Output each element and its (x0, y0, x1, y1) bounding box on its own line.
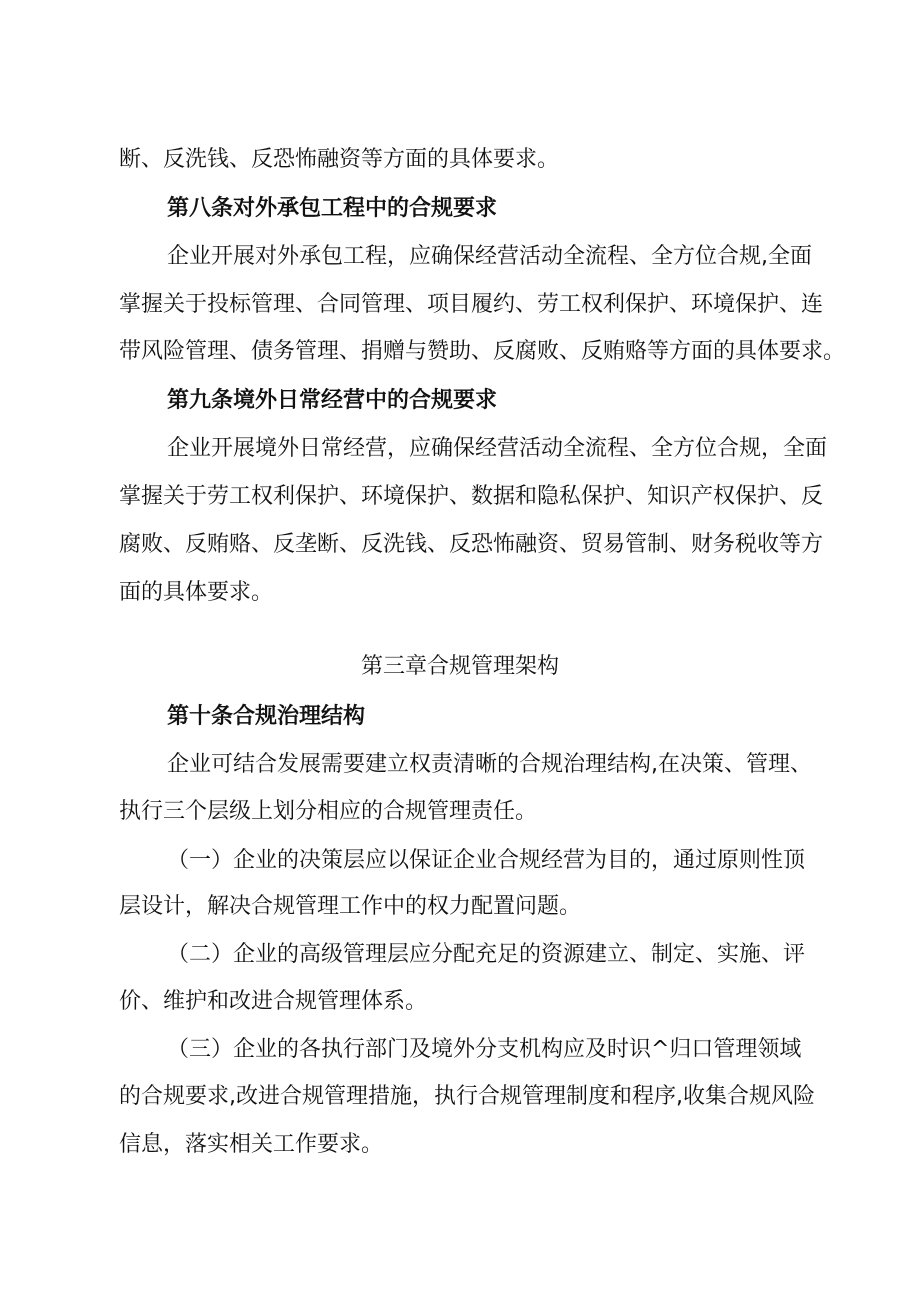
text-line: 企业可结合发展需要建立权责清晰的合规治理结构,在决策、管理、 (167, 752, 812, 777)
text-line: 腐败、反贿赂、反垄断、反洗钱、反恐怖融资、贸易管制、财务税收等方 (119, 532, 824, 557)
text-line: 的合规要求,改进合规管理措施，执行合规管理制度和程序,收集合规风险 (119, 1084, 815, 1109)
text-line: 企业开展对外承包工程，应确保经营活动全流程、全方位合规,全面 (167, 244, 812, 269)
text-line: 企业开展境外日常经营，应确保经营活动全流程、全方位合规，全面 (167, 436, 828, 461)
text-line: 面的具体要求。 (119, 580, 274, 605)
chapter-3-title: 第三章合规管理架构 (360, 654, 559, 679)
item-3-line: （三）企业的各执行部门及境外分支机构应及时识^归口管理领域 (167, 1037, 802, 1062)
text-line: 掌握关于投标管理、合同管理、项目履约、劳工权利保护、环境保护、连 (119, 292, 824, 317)
article-8-heading: 第八条对外承包工程中的合规要求 (167, 196, 498, 221)
text-line: 执行三个层级上划分相应的合规管理责任。 (119, 799, 538, 824)
text-line: 掌握关于劳工权利保护、环境保护、数据和隐私保护、知识产权保护、反 (119, 484, 824, 509)
text-line: 价、维护和改进合规管理体系。 (119, 989, 428, 1014)
article-10-heading: 第十条合规治理结构 (167, 704, 366, 729)
text-line: 断、反洗钱、反恐怖融资等方面的具体要求。 (119, 147, 560, 172)
text-line: 信息，落实相关工作要求。 (119, 1132, 384, 1157)
text-line: 带风险管理、债务管理、捐赠与赞助、反腐败、反贿赂等方面的具体要求。 (119, 339, 846, 364)
item-1-line: （一）企业的决策层应以保证企业合规经营为目的，通过原则性顶 (167, 848, 806, 873)
article-9-heading: 第九条境外日常经营中的合规要求 (167, 388, 498, 413)
item-2-line: （二）企业的高级管理层应分配充足的资源建立、制定、实施、评 (167, 942, 806, 967)
text-line: 层设计，解决合规管理工作中的权力配置问题。 (119, 894, 582, 919)
